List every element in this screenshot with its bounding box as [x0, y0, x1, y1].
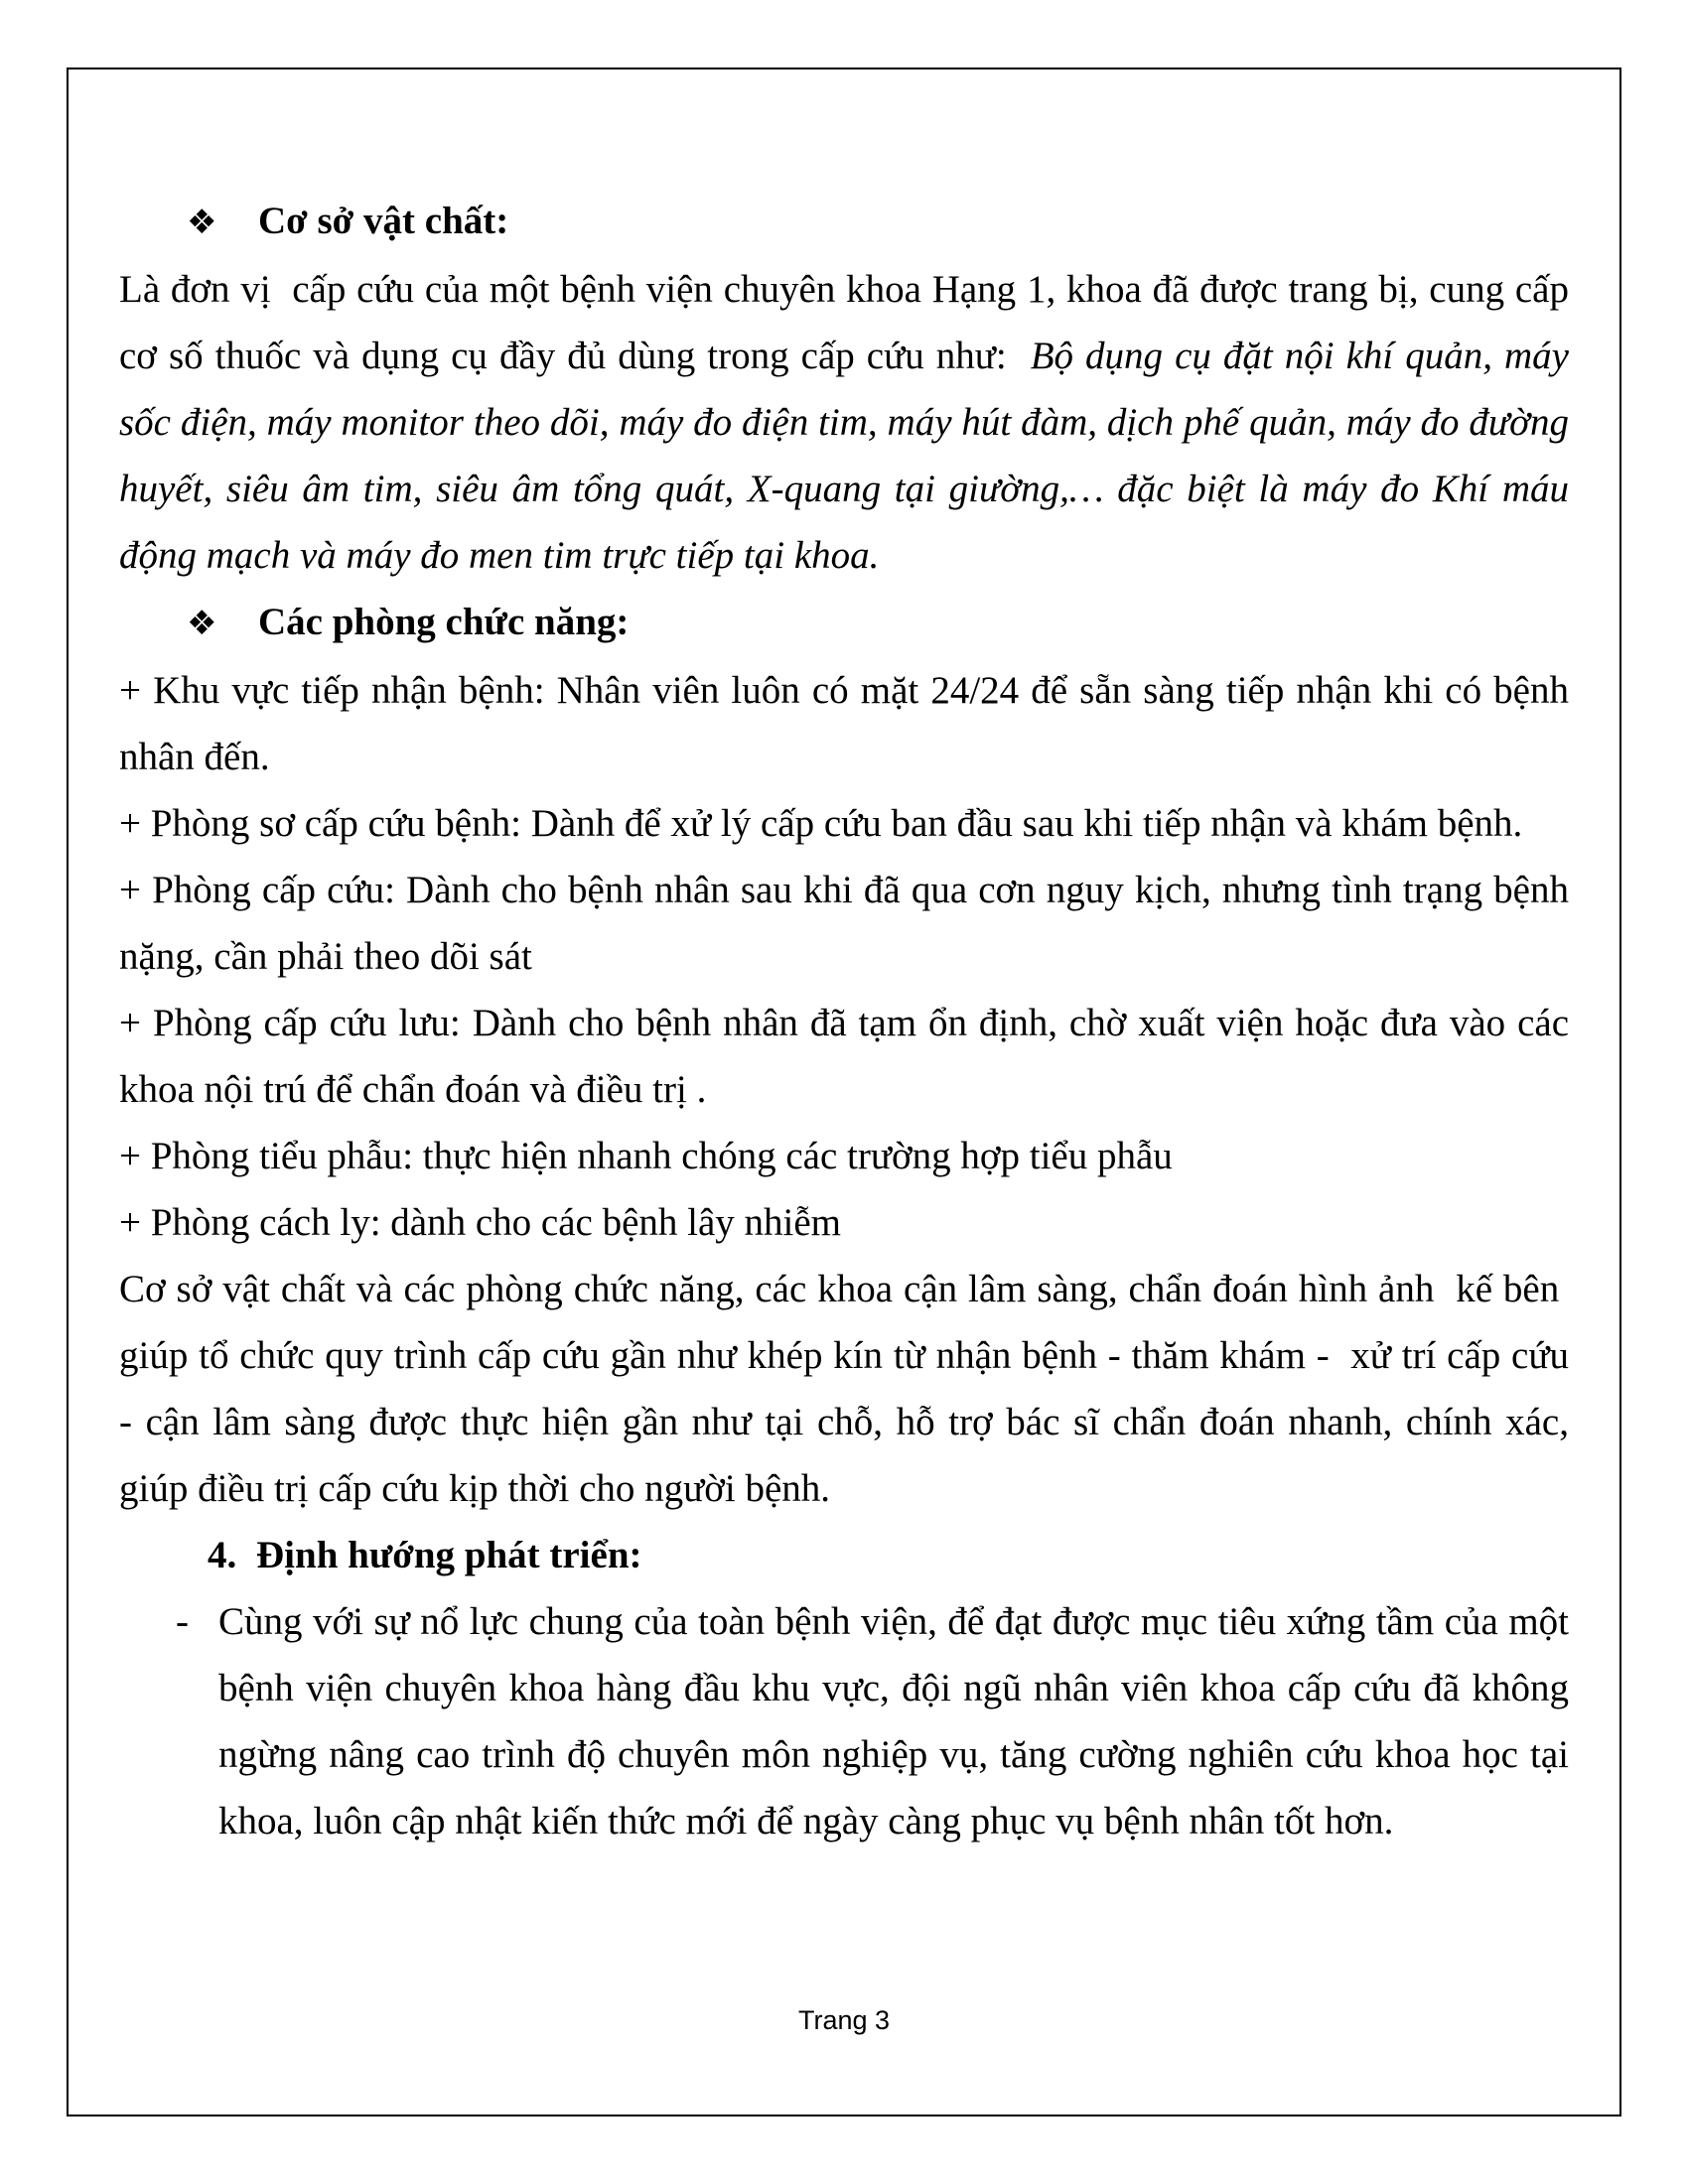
section-heading-development-label: Định hướng phát triển:	[256, 1534, 642, 1576]
section-heading-development	[119, 1522, 1569, 1588]
section-heading-rooms	[119, 589, 1569, 657]
section-heading-facilities	[119, 188, 1569, 256]
room-item: + Phòng cách ly: dành cho các bệnh lây nhiễm	[119, 1201, 842, 1244]
development-item-text: Cùng với sự nổ lực chung của toàn bệnh viện, để đạt được mục tiêu xứng tầm của một bệnh viện chuyên khoa hàng đầu khu vực, đội ngũ nhân viên khoa cấp cứu đã không ngừng nâng cao trình độ chuyên môn nghiệp vụ, tăng cường nghiên cứu khoa học tại khoa, luôn cập nhật kiến thức mới để ngày càng phục vụ bệnh nhân tốt hơn.	[218, 1600, 1569, 1843]
page-number: Trang 3	[797, 2005, 891, 2035]
room-item: + Khu vực tiếp nhận bệnh: Nhân viên luôn có mặt 24/24 để sẵn sàng tiếp nhận khi có bệnh nhân đến.	[119, 669, 1569, 778]
room-item: + Phòng cấp cứu lưu: Dành cho bệnh nhân đã tạm ổn định, chờ xuất viện hoặc đưa vào các khoa nội trú để chẩn đoán và điều trị .	[119, 1002, 1569, 1111]
room-item: + Phòng cấp cứu: Dành cho bệnh nhân sau khi đã qua cơn nguy kịch, nhưng tình trạng bệnh nặng, cần phải theo dõi sát	[119, 869, 1569, 978]
section-heading-facilities-label: Cơ sở vật chất:	[258, 200, 509, 242]
room-item: + Phòng tiểu phẫu: thực hiện nhanh chóng các trường hợp tiểu phẫu	[119, 1135, 1173, 1177]
diamond-bullet-icon: ❖	[187, 604, 217, 643]
dash-bullet: -	[176, 1600, 189, 1643]
facilities-paragraph	[119, 256, 1569, 589]
document-body	[119, 188, 1569, 1854]
development-item	[119, 1588, 1569, 1854]
section-number: 4.	[208, 1534, 237, 1576]
facilities-paragraph-italic: Bộ dụng cụ đặt nội khí quản, máy sốc điện, máy monitor theo dõi, máy đo điện tim, máy hút đàm, dịch phế quản, máy đo đường huyết, siêu âm tim, siêu âm tổng quát, X-quang tại giường,… đặc biệt là máy đo Khí máu động mạch và máy đo men tim trực tiếp tại khoa.	[119, 335, 1569, 577]
summary-paragraph: Cơ sở vật chất và các phòng chức năng, các khoa cận lâm sàng, chẩn đoán hình ảnh kế bên giúp tổ chức quy trình cấp cứu gần như khép kín từ nhận bệnh - thăm khám - xử trí cấp cứu - cận lâm sàng được thực hiện gần như tại chỗ, hỗ trợ bác sĩ chẩn đoán nhanh, chính xác, giúp điều trị cấp cứu kịp thời cho người bệnh.	[119, 1268, 1569, 1510]
section-heading-rooms-label: Các phòng chức năng:	[258, 601, 630, 643]
room-item: + Phòng sơ cấp cứu bệnh: Dành để xử lý cấp cứu ban đầu sau khi tiếp nhận và khám bệnh.	[119, 802, 1523, 845]
diamond-bullet-icon: ❖	[187, 203, 217, 242]
facilities-paragraph-normal: Là đơn vị cấp cứu của một bệnh viện chuyên khoa Hạng 1, khoa đã được trang bị, cung cấp cơ số thuốc và dụng cụ đầy đủ dùng trong cấp cứu như:	[119, 268, 1569, 377]
